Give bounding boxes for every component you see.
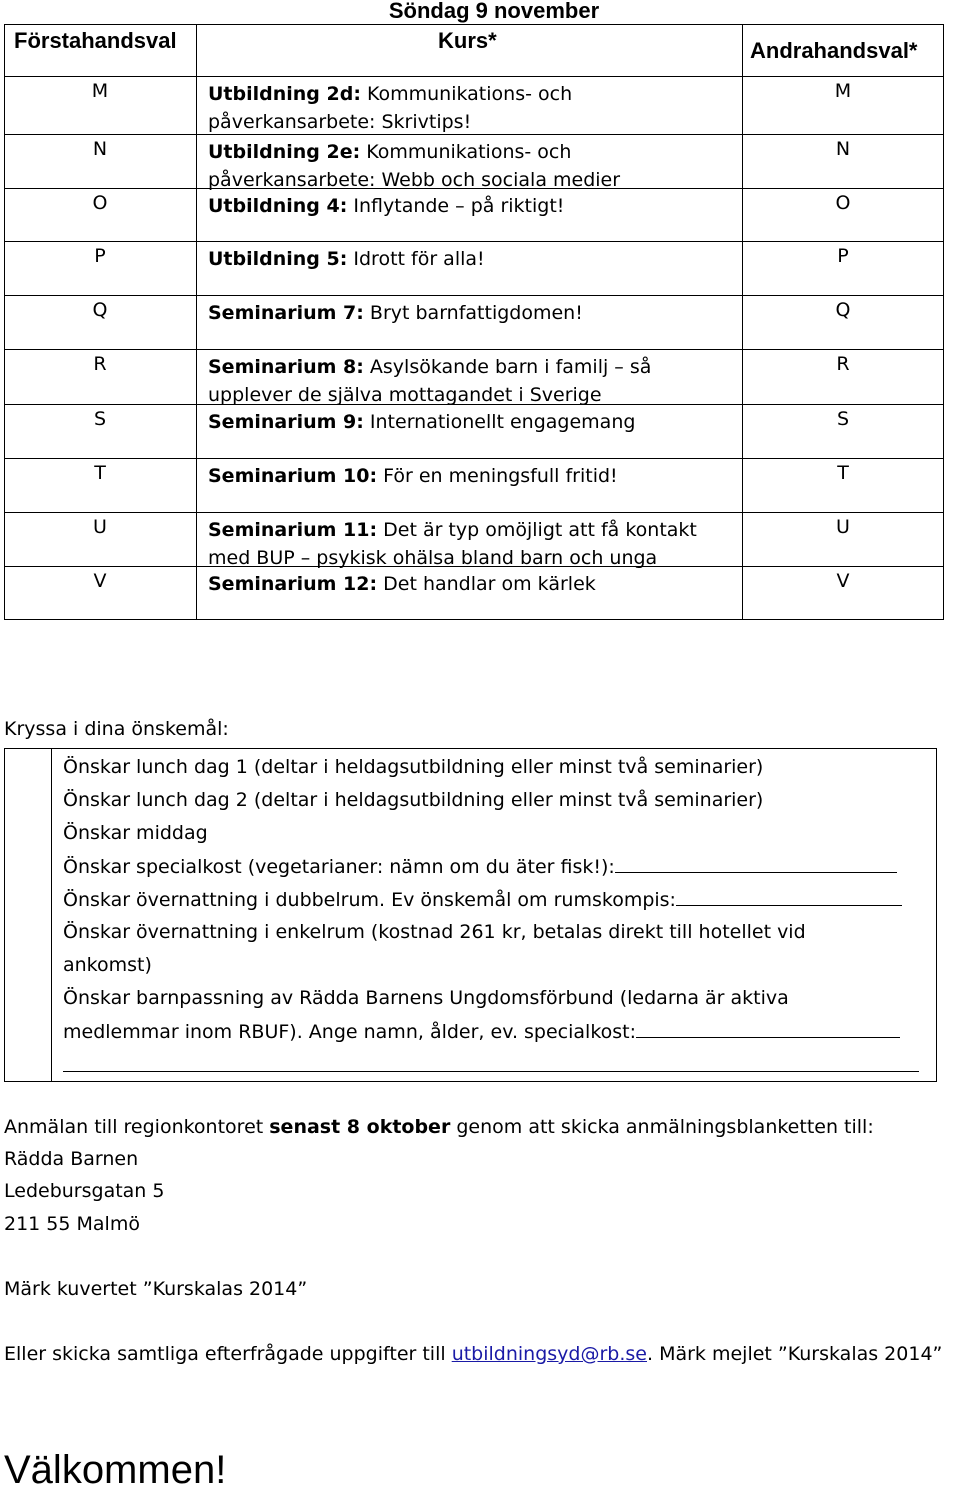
special-diet-field[interactable] (615, 850, 897, 873)
address-line: Ledebursgatan 5 (4, 1180, 165, 1202)
childcare-details-field[interactable] (636, 1015, 900, 1038)
wishes-heading: Kryssa i dina önskemål: (4, 718, 229, 740)
second-choice-option[interactable]: P (837, 245, 849, 267)
course-name: Utbildning 2d: Kommunikations- och påverkansarbete: Skrivtips! (208, 83, 573, 133)
signup-instructions: Anmälan till regionkontoret senast 8 oktober genom att skicka anmälningsblanketten till: (4, 1116, 874, 1138)
wish-double-room: Önskar övernattning i dubbelrum. Ev önskemål om rumskompis: (63, 883, 923, 917)
day-heading: Söndag 9 november (388, 0, 600, 23)
welcome-text: Välkommen! (4, 1448, 227, 1492)
table-row (4, 404, 944, 458)
first-choice-option[interactable]: V (93, 570, 107, 592)
email-instructions: Eller skicka samtliga efterfrågade uppgifter till utbildningsyd@rb.se. Märk mejlet ”Kurskalas 2014” (4, 1343, 943, 1365)
first-choice-option[interactable]: S (93, 408, 107, 430)
course-name: Utbildning 4: Inflytande – på riktigt! (208, 195, 565, 217)
wish-special-diet: Önskar specialkost (vegetarianer: nämn om du äter fisk!): (63, 850, 923, 884)
first-choice-option[interactable]: Q (92, 299, 108, 321)
wish-dinner: Önskar middag (63, 822, 208, 844)
course-name: Utbildning 2e: Kommunikations- och påverkansarbete: Webb och sociala medier (208, 141, 621, 191)
first-choice-option[interactable]: P (94, 245, 106, 267)
second-choice-option[interactable]: M (834, 80, 852, 102)
wish-single-room-cont: ankomst) (63, 954, 152, 976)
course-name: Seminarium 10: För en meningsfull fritid! (208, 465, 618, 487)
email-link[interactable]: utbildningsyd@rb.se (451, 1343, 647, 1365)
envelope-note: Märk kuvertet ”Kurskalas 2014” (4, 1278, 308, 1300)
second-choice-option[interactable]: N (835, 138, 851, 160)
second-choice-option[interactable]: O (835, 192, 851, 214)
table-row (4, 76, 944, 133)
first-choice-option[interactable]: O (92, 192, 108, 214)
address-line: Rädda Barnen (4, 1148, 139, 1170)
table-rule (4, 24, 944, 25)
first-choice-header: Förstahandsval (14, 28, 177, 53)
second-choice-option[interactable]: Q (835, 299, 851, 321)
table-row (4, 349, 944, 406)
first-choice-option[interactable]: M (91, 80, 109, 102)
course-name: Seminarium 9: Internationellt engagemang (208, 411, 636, 433)
second-choice-header: Andrahandsval* (750, 38, 918, 63)
course-name: Seminarium 11: Det är typ omöjligt att få kontakt med BUP – psykisk ohälsa bland barn och unga (208, 519, 697, 569)
roommate-field[interactable] (676, 883, 902, 906)
second-choice-option[interactable]: T (837, 462, 849, 484)
first-choice-option[interactable]: U (93, 516, 107, 538)
table-row (4, 134, 944, 191)
wishes-checklist (4, 748, 937, 1082)
second-choice-option[interactable]: S (836, 408, 850, 430)
course-schedule-table (4, 0, 944, 620)
wish-single-room: Önskar övernattning i enkelrum (kostnad 261 kr, betalas direkt till hotellet vid (63, 921, 806, 943)
childcare-details-field-2[interactable] (63, 1049, 919, 1072)
wish-childcare-line2 (63, 1049, 923, 1083)
wish-childcare-cont: medlemmar inom RBUF). Ange namn, ålder, ev. specialkost: (63, 1015, 923, 1049)
address-line: 211 55 Malmö (4, 1213, 140, 1235)
course-name: Seminarium 7: Bryt barnfattigdomen! (208, 302, 583, 324)
first-choice-option[interactable]: R (93, 353, 107, 375)
wish-lunch-day1: Önskar lunch dag 1 (deltar i heldagsutbildning eller minst två seminarier) (63, 756, 764, 778)
first-choice-option[interactable]: T (94, 462, 106, 484)
second-choice-option[interactable]: V (836, 570, 850, 592)
course-name: Seminarium 12: Det handlar om kärlek (208, 573, 596, 595)
first-choice-option[interactable]: N (92, 138, 108, 160)
course-header: Kurs* (438, 28, 497, 53)
table-row (4, 241, 944, 295)
second-choice-option[interactable]: U (836, 516, 850, 538)
second-choice-option[interactable]: R (836, 353, 850, 375)
table-row (4, 566, 944, 620)
checkbox-column[interactable] (51, 749, 52, 1081)
table-row (4, 295, 944, 349)
wish-lunch-day2: Önskar lunch dag 2 (deltar i heldagsutbildning eller minst två seminarier) (63, 789, 764, 811)
course-name: Seminarium 8: Asylsökande barn i familj – så upplever de själva mottagandet i Sverige (208, 356, 652, 406)
wish-childcare: Önskar barnpassning av Rädda Barnens Ungdomsförbund (ledarna är aktiva (63, 987, 789, 1009)
table-row (4, 188, 944, 242)
course-name: Utbildning 5: Idrott för alla! (208, 248, 485, 270)
table-row (4, 512, 944, 569)
table-row (4, 458, 944, 512)
